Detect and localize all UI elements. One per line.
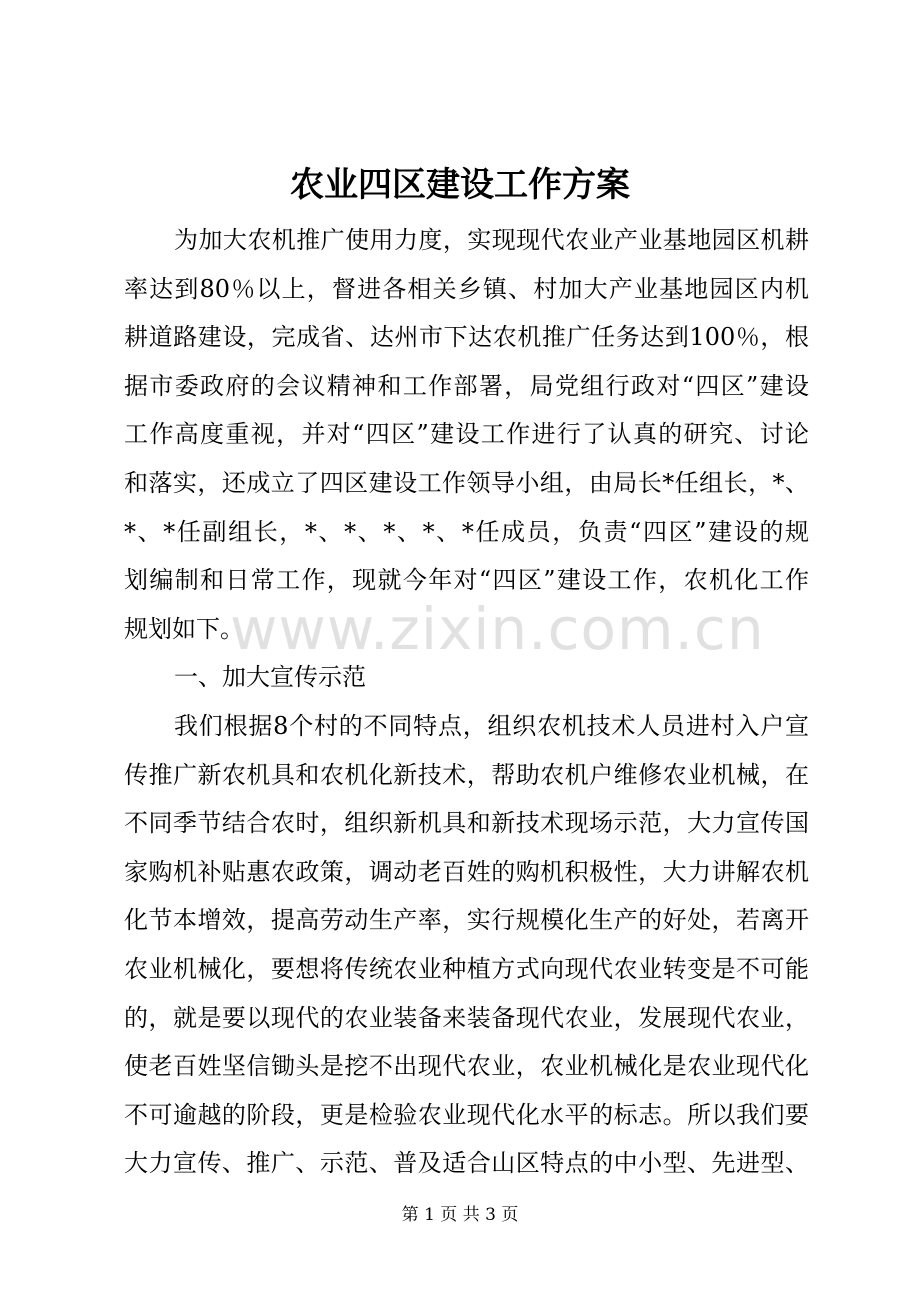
text-line: 耕道路建设，完成省、达州市下达农机推广任务达到100％，根 [124,323,809,352]
text-line: 我们根据8个村的不同特点，组织农机技术人员进村入户宣 [174,711,809,740]
text-line: 据市委政府的会议精神和工作部署，局党组行政对“四区”建设 [124,371,809,400]
section-heading: 一、加大宣传示范 [174,663,366,692]
watermark: www.zixin.com.cn [230,595,765,663]
text-line: 大力宣传、推广、示范、普及适合山区特点的中小型、先进型、 [124,1149,809,1178]
text-line: 规划如下。 [124,614,244,643]
text-line: 使老百姓坚信锄头是挖不出现代农业，农业机械化是农业现代化 [124,1052,809,1081]
text-line: 农业机械化，要想将传统农业种植方式向现代农业转变是不可能 [124,954,809,983]
text-line: 化节本增效，提高劳动生产率，实行规模化生产的好处，若离开 [124,906,809,935]
text-line: 为加大农机推广使用力度，实现现代农业产业基地园区机耕 [174,226,809,254]
paragraph-intro [124,216,809,653]
text-line: 传推广新农机具和农机化新技术，帮助农机户维修农业机械，在 [124,760,809,789]
text-line: 工作高度重视，并对“四区”建设工作进行了认真的研究、讨论 [124,420,809,449]
text-line: 率达到80％以上，督进各相关乡镇、村加大产业基地园区内机 [124,274,809,303]
document-body [124,216,809,1188]
text-line: *、*任副组长，*、*、*、*、*任成员，负责“四区”建设的规 [124,517,809,546]
text-line: 和落实，还成立了四区建设工作领导小组，由局长*任组长，*、 [124,468,809,497]
page-title: 农业四区建设工作方案 [290,165,630,205]
text-line: 家购机补贴惠农政策，调动老百姓的购机积极性，大力讲解农机 [124,857,809,886]
paragraph-publicity [124,702,809,1188]
text-line: 划编制和日常工作，现就今年对“四区”建设工作，农机化工作 [124,566,809,595]
page-footer: 第 1 页 共 3 页 [401,1205,519,1225]
text-line: 不可逾越的阶段，更是检验农业现代化水平的标志。所以我们要 [124,1100,809,1129]
text-line: 不同季节结合农时，组织新机具和新技术现场示范，大力宣传国 [124,809,809,838]
text-line: 的，就是要以现代的农业装备来装备现代农业，发展现代农业， [124,1003,809,1032]
